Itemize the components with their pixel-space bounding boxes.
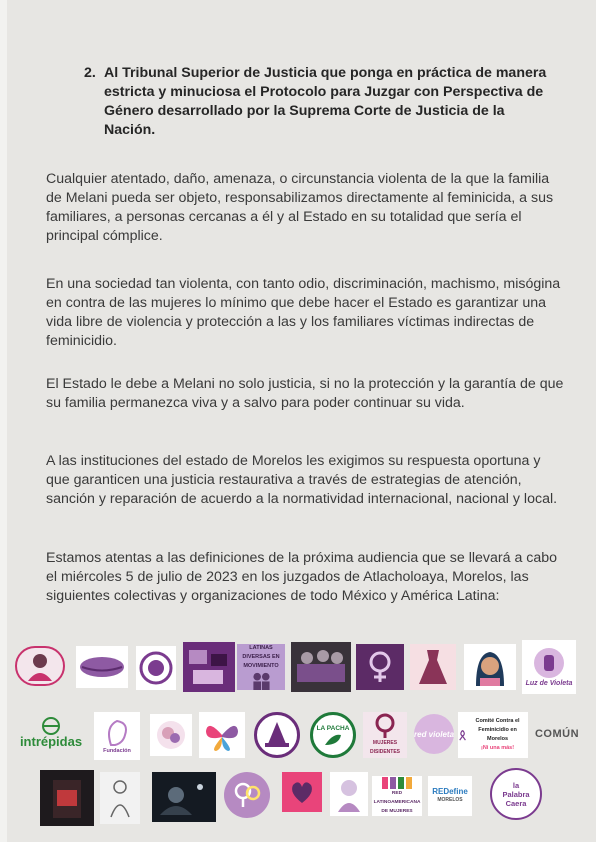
palabra-line-2: Palabra (502, 789, 530, 799)
fundacion-text: Fundación (103, 747, 131, 754)
logo-collective-12 (150, 714, 192, 756)
logo-collective-13 (199, 712, 245, 758)
logo-collective-3 (136, 646, 176, 690)
logo-red-latinoamericana (372, 776, 422, 816)
palabra-line-3: Caera (505, 798, 527, 808)
green-circle-icon (38, 717, 64, 735)
protest-photo-icon (293, 644, 349, 690)
palabra-line-1: la (512, 780, 520, 790)
logo-comun (532, 722, 582, 746)
demand-text: Al Tribunal Superior de Justicia que ponga en práctica de manera estricta y minuciosa el Protocolo para Juzgar con Perspectiva de Género desarrollado por la Suprema Corte de Justicia de la Nación. (104, 65, 547, 138)
paragraph-violent-society: En una sociedad tan violenta, con tanto odio, discriminación, machismo, misógina en contra de las mujeres lo mínimo que debe hacer el Estado es garantizar una vida libre de violencia y protección a las y los familiares víctimas indirectas de feminicidio. (46, 276, 561, 349)
latinas-diversas-text: LATINAS DIVERSAS EN MOVIMIENTO (242, 645, 280, 669)
demand-number: 2. (84, 65, 96, 81)
woman-silhouette-icon (20, 651, 60, 681)
logo-red-violeta (414, 714, 454, 754)
leaf-icon (323, 733, 343, 747)
logo-la-pacha (310, 712, 356, 758)
logo-collective-14 (254, 712, 300, 758)
venus-symbol-icon (363, 650, 397, 684)
night-photo-icon (156, 777, 212, 817)
logo-collective-22 (224, 772, 270, 818)
logo-latinas-diversas (237, 644, 285, 690)
logo-collective-23 (282, 772, 322, 812)
paragraph-state-owes: El Estado le debe a Melani no solo justicia, si no la protección y la garantía de que su familia permanezca viva y a salvo para poder continuar su vida. (46, 376, 564, 411)
purple-lips-icon (78, 654, 126, 680)
logo-luz-de-violeta (522, 640, 576, 694)
logo-comite-feminicidio (458, 712, 528, 758)
logo-collective-1 (15, 646, 65, 686)
la-pacha-text: LA PACHA (316, 724, 350, 732)
latinoamericana-text: RED LATINOAMERICANA DE MUJERES (373, 790, 421, 814)
logo-redefine-morelos (428, 776, 472, 816)
redefine-text: REDefine (432, 787, 468, 796)
comun-text: COMÚN (534, 728, 580, 740)
woman-illustration-icon (334, 776, 364, 812)
logo-fundacion (94, 712, 140, 760)
ribbon-icon (458, 725, 467, 745)
comite-tagline: ¡Ni una más! (481, 745, 515, 751)
logo-mujeres-disidentes (363, 712, 407, 758)
book-cover-icon (47, 774, 87, 822)
intrepidas-text: intrépidas (19, 733, 83, 749)
logo-collective-2 (76, 646, 128, 688)
flower-woman-icon (154, 718, 188, 752)
woman-portrait-icon (470, 646, 510, 688)
butterfly-icon (202, 715, 242, 755)
raised-fist-icon (533, 647, 565, 679)
logo-collective-24 (330, 772, 368, 816)
dress-icon (415, 648, 451, 686)
logo-collective-7 (356, 644, 404, 690)
purple-circle-icon (139, 649, 173, 687)
logo-collective-4 (183, 642, 235, 692)
paragraph-responsibility: Cualquier atentado, daño, amenaza, o circunstancia violenta de la que la familia de Melani pueda ser objeto, responsabilizamos directamente al feminicida, a sus familiares, a personas cercanas a él y al Estado en su totalidad que sería el principal cómplice. (46, 171, 554, 244)
logo-collective-21 (152, 772, 216, 822)
color-bars-icon (382, 777, 412, 789)
demand-item-2 (84, 64, 554, 140)
heart-hands-icon (287, 777, 317, 807)
logo-intrepidas (18, 712, 84, 752)
logo-la-palabra-caera (490, 768, 542, 820)
logo-collective-20 (100, 772, 140, 824)
sketch-figure-icon (105, 777, 135, 819)
venus-purple-icon (370, 713, 400, 739)
collage-icon (187, 646, 231, 688)
comite-text: Comité Contra el Feminicidio en Morelos (475, 718, 520, 742)
paragraph-hearing: Estamos atentas a las definiciones de la próxima audiencia que se llevará a cabo el miércoles 5 de julio de 2023 en los juzgados de Atlacholoaya, Morelos, las siguientes colectivas y organizaciones de todo México y América Latina: (46, 550, 558, 604)
logo-collective-9 (464, 644, 516, 690)
paragraph-institutions: A las instituciones del estado de Morelos les exigimos su respuesta oportuna y que garanticen una justicia restaurativa a través de estrategias de atención, sanción y reparación de acuerdo a la normatividad internacional, nacional y local. (46, 453, 558, 507)
logo-collective-6 (291, 642, 351, 692)
women-figures-icon (249, 671, 273, 690)
logo-collective-8 (410, 644, 456, 690)
witch-hat-icon (262, 720, 292, 750)
woman-profile-icon (101, 717, 133, 747)
gender-symbols-icon (231, 779, 263, 811)
red-violeta-text: red violeta (414, 729, 454, 739)
logo-collective-19 (40, 770, 94, 826)
mujeres-disidentes-text: MUJERES DISIDENTES (369, 740, 400, 755)
luz-de-violeta-text: Luz de Violeta (525, 679, 573, 687)
redefine-sub: MORELOS (437, 797, 463, 803)
